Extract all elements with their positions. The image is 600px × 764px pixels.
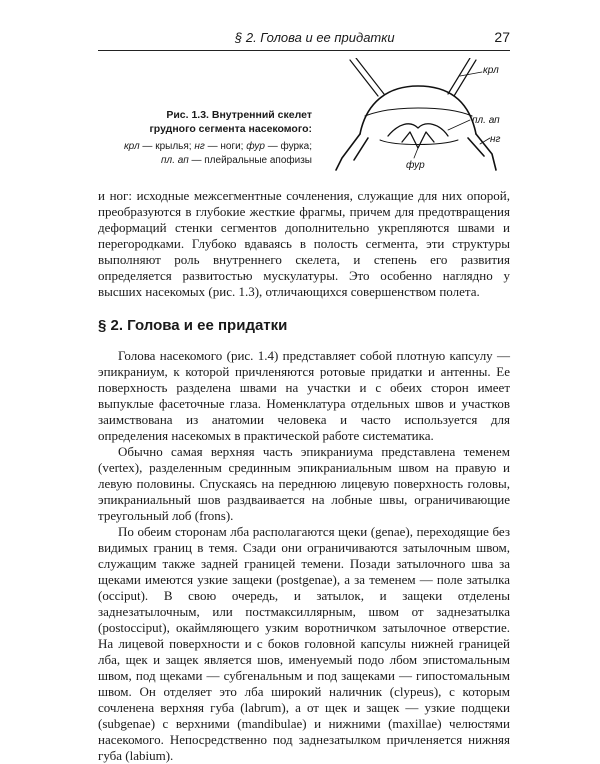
thorax-skeleton-figure [320, 58, 520, 173]
intro-text [98, 188, 510, 300]
legend-abbr-fur: фур [246, 141, 265, 152]
paragraph-1: Голова насекомого (рис. 1.4) представляет собой плотную капсулу — эпикраниум, к которой причленяются ротовые придатки и антенны. Ее поверхность разделена швами на участки и с обеих сторон имеет выпуклые фасеточные глаза. Номенклатура отдельных швов и участков заимствована из анатомии человека и часто используется для определения насекомых в практической работе систематика. [98, 348, 510, 443]
running-head [98, 28, 510, 51]
paragraph-3: По обеим сторонам лба располагаются щеки (genae), переходящие без видимых границ в темя. Сзади они ограничиваются затылочным швом, служащим также задней границей темени. Позади затылочного шва за щеками имеются узкие защеки (postgenae), а за теменем — поле затылка (occiput). В свою очередь, и затылок, и защеки отделены заднезатылочным, или постмаксиллярным, швом от заднезатылка (postocciput), окаймляющего узким воротничком затылочное отверстие. На лицевой поверхности и с боков головной капсулы нижней границей лба, щек и защек является шов, именуемый подо лбом эпистомальным швом, под щеками — субгенальным и под защеками — гипостомальным швом. Он отделяет это лба широкий наличник (clypeus), с которым сочленена верхняя губа (labrum), а от щек и защек — узкие подщеки (subgenae) с верхними (mandibulae) и нижними (maxillae) челюстями насекомого. Непосредственно под заднезатылком причленяется нижняя губа (labium). [98, 524, 510, 763]
figure-legend-line-2 [112, 154, 312, 168]
left-leg [336, 134, 368, 170]
figure-title-line-1: Рис. 1.3. Внутренний скелет [166, 109, 312, 121]
figure-legend-line-1 [112, 140, 312, 154]
paragraph-2: Обычно самая верхняя часть эпикраниума представлена теменем (vertex), разделенным срединным эпикраниальным швом на правую и левую половины. Спускаясь на переднюю лицевую поверхность головы, эпикраниальный шов раздваивается на лобные швы, ограничивающие треугольный лоб (frons). [98, 444, 510, 523]
furca [402, 132, 434, 148]
intro-paragraph: и ног: исходные межсегментные сочленения, служащие для них опорой, преобразуются в глубокие жесткие фрагмы, причем для предотвращения деформаций стенки сегментов дополнительно укрепляются швами и перегородками. Глубоко вдаваясь в полость сегмента, эти структуры выполняют роль внутреннего скелета, и степень его развития определяется развитостью мускулатуры. Это особенно наглядно у высших насекомых (рис. 1.3), отличающихся совершенством полета. [98, 188, 510, 299]
krl-leader [460, 72, 482, 76]
right-wing [448, 58, 476, 96]
label-krl: крл [483, 65, 499, 76]
legend-abbr-pl-ap: пл. ап [161, 155, 189, 166]
thorax-outline [360, 86, 476, 134]
label-pl-ap: пл. ап [472, 115, 500, 126]
pl-ap-leader [448, 120, 470, 130]
label-ng: нг [490, 134, 501, 145]
legend-text-pl-ap: — плейральные апофизы [188, 155, 312, 166]
sternal-line [380, 140, 458, 145]
legend-abbr-krl: крл [123, 141, 140, 152]
section-heading: § 2. Голова и ее придатки [98, 317, 288, 334]
fur-leader [414, 148, 418, 158]
legend-text-fur: — фурка; [264, 141, 312, 152]
thorax-skeleton-drawing [320, 58, 520, 173]
label-fur: фур [406, 160, 425, 171]
running-head-section: § 2. Голова и ее придатки [235, 30, 395, 45]
legend-abbr-ng: нг [194, 141, 205, 152]
legend-text-ng: — ноги; [204, 141, 247, 152]
tergal-line [365, 108, 472, 116]
page-number: 27 [494, 29, 510, 45]
left-wing [350, 58, 384, 96]
legend-text-krl: — крылья; [139, 141, 195, 152]
body-text [98, 348, 510, 764]
figure-caption [112, 108, 312, 168]
figure-title-line-2: грудного сегмента насекомого: [149, 123, 312, 135]
pleural-apophysis [388, 124, 448, 136]
